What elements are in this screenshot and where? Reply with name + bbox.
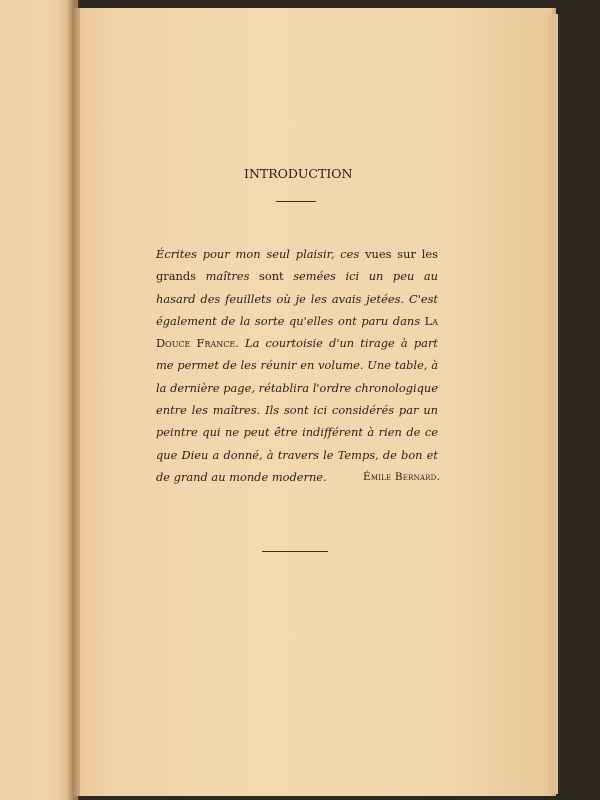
- publication-name: La Douce France: [156, 313, 438, 351]
- closing-rule: [262, 551, 328, 552]
- paragraph-segment-roman: sont: [259, 269, 284, 284]
- paragraph-segment: Écrites pour mon seul plaisir, ces: [156, 247, 366, 261]
- page-title: INTRODUCTION: [244, 166, 353, 181]
- page-edge-stack: [548, 14, 558, 794]
- book-gutter: [66, 0, 80, 800]
- paragraph-segment: . La courtoisie d'un tirage à part me permet de les réunir en volume. Une table, à la dernière page, rétablira l'ordre chronologique entre les maîtres. Ils sont ici considérés par un peintre qui ne peut être indifférent à rien de ce que Dieu a donné, à travers le Temps, de bon et de grand au monde moderne.: [156, 336, 438, 484]
- title-rule: [276, 201, 316, 202]
- paragraph-segment: semées ici un peu au hasard des feuillets où je les avais jetées. C'est également de la sorte qu'elles ont paru dans: [156, 269, 438, 328]
- author-signature: Émile Bernard.: [363, 471, 440, 483]
- paragraph-segment-roman: vues sur les grands: [156, 247, 438, 284]
- paragraph-segment: maîtres: [196, 269, 259, 284]
- introduction-paragraph: [156, 243, 438, 488]
